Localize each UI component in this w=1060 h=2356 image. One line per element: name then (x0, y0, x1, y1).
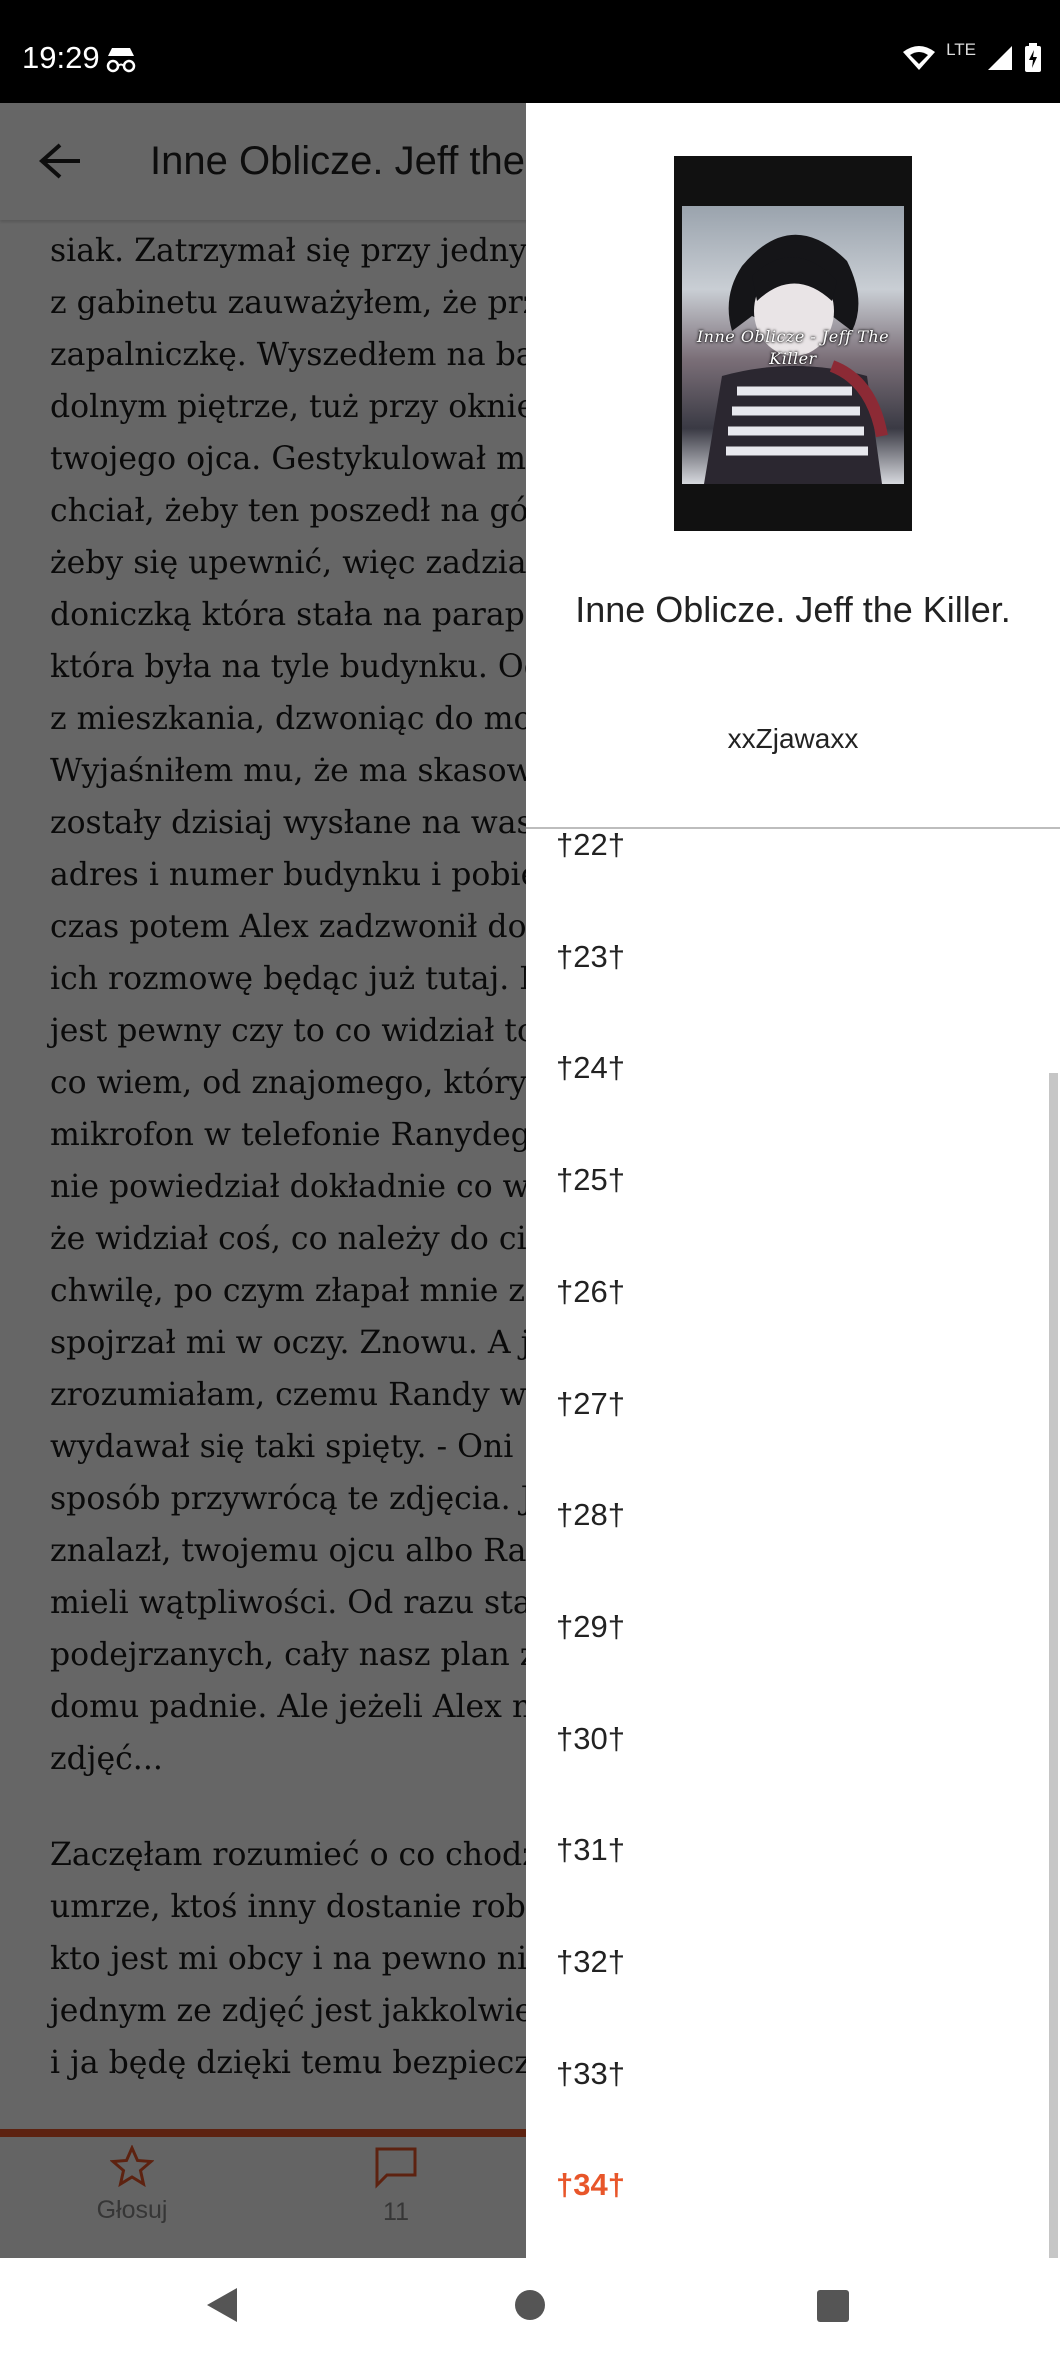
chapter-item[interactable]: †26† (556, 1273, 625, 1309)
chapter-item[interactable]: †22† (556, 829, 625, 862)
chapter-item[interactable]: †23† (556, 938, 625, 974)
chapter-item[interactable]: †32† (556, 1944, 625, 1979)
chapter-item[interactable]: †28† (556, 1497, 625, 1533)
signal-icon (986, 44, 1014, 72)
back-triangle-icon[interactable] (205, 2286, 239, 2324)
chapter-item[interactable]: †33† (556, 2055, 625, 2091)
recents-square-icon[interactable] (817, 2290, 849, 2322)
chapter-list-scrollbar[interactable] (1049, 1073, 1058, 2258)
book-author[interactable]: xxZjawaxx (727, 723, 859, 754)
chapter-item[interactable]: †29† (556, 1608, 625, 1644)
battery-charging-icon (1024, 43, 1042, 73)
book-title: Inne Oblicze. Jeff the Killer. (575, 589, 1011, 630)
status-time: 19:29 (22, 40, 100, 75)
incognito-icon (104, 44, 138, 74)
chapter-item[interactable]: †30† (556, 1720, 625, 1756)
chapter-item[interactable]: †25† (556, 1162, 625, 1198)
wifi-icon (902, 44, 936, 72)
chapter-item[interactable]: †27† (556, 1385, 625, 1421)
system-navigation-bar (0, 2258, 1060, 2356)
book-cover (674, 156, 912, 531)
table-of-contents-drawer (526, 103, 1060, 2258)
chapter-item[interactable]: †34† (556, 2167, 625, 2203)
cover-caption: Inne Oblicze - Jeff The Killer (696, 327, 890, 368)
status-bar (0, 0, 1060, 103)
home-circle-icon[interactable] (515, 2290, 545, 2320)
chapter-item[interactable]: †31† (556, 1832, 625, 1868)
chapter-list (526, 829, 1060, 2258)
chapter-item[interactable]: †24† (556, 1050, 625, 1086)
network-type: LTE (946, 40, 976, 59)
